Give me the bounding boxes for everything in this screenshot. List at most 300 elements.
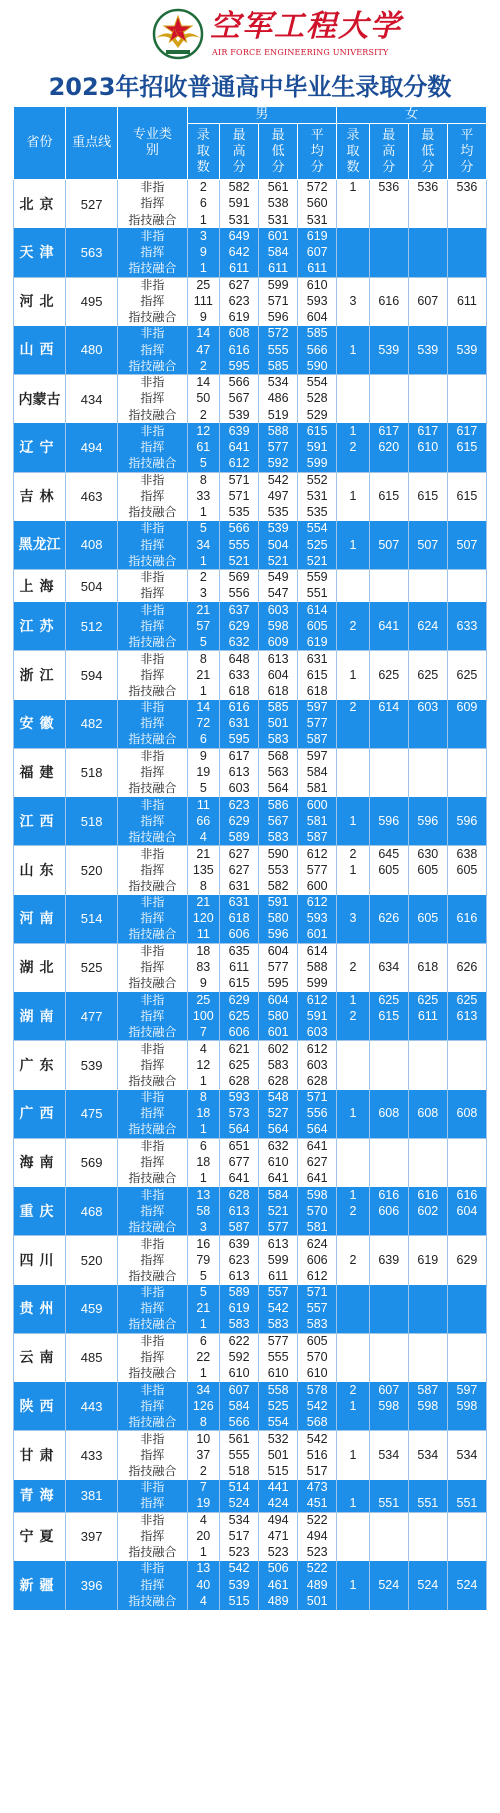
male-admitted-cell: 135 bbox=[187, 862, 220, 878]
table-row bbox=[14, 1333, 487, 1349]
female-admitted-cell bbox=[337, 1090, 370, 1106]
male-admitted-cell: 21 bbox=[187, 846, 220, 862]
female-admitted-cell bbox=[337, 1528, 370, 1544]
male-admitted-cell: 8 bbox=[187, 1090, 220, 1106]
male-admitted-cell: 1 bbox=[187, 553, 220, 569]
female-avg-cell bbox=[447, 1415, 486, 1431]
female-min-cell: 598 bbox=[408, 1398, 447, 1414]
male-min-cell: 547 bbox=[259, 586, 298, 602]
female-max-cell bbox=[369, 375, 408, 391]
male-max-cell: 639 bbox=[220, 423, 259, 439]
male-admitted-cell: 1 bbox=[187, 1366, 220, 1382]
female-max-cell: 536 bbox=[369, 180, 408, 196]
female-max-cell bbox=[369, 1122, 408, 1138]
male-min-cell: 534 bbox=[259, 375, 298, 391]
male-max-cell: 592 bbox=[220, 1350, 259, 1366]
province-name: 陕西 bbox=[14, 1382, 66, 1431]
province-name: 青海 bbox=[14, 1480, 66, 1513]
female-min-cell bbox=[408, 683, 447, 699]
male-admitted-cell: 9 bbox=[187, 310, 220, 326]
major-type: 非指 bbox=[118, 326, 187, 342]
female-min-cell bbox=[408, 472, 447, 488]
province-name: 四川 bbox=[14, 1236, 66, 1285]
major-type: 指挥 bbox=[118, 245, 187, 261]
female-admitted-cell: 1 bbox=[337, 537, 370, 553]
province-group bbox=[14, 180, 487, 229]
male-max-cell: 611 bbox=[220, 960, 259, 976]
province-name: 浙江 bbox=[14, 651, 66, 700]
major-type: 指挥 bbox=[118, 1008, 187, 1024]
male-min-cell: 531 bbox=[259, 212, 298, 228]
male-min-cell: 628 bbox=[259, 1073, 298, 1089]
male-max-cell: 612 bbox=[220, 456, 259, 472]
male-min-cell: 586 bbox=[259, 797, 298, 813]
female-min-cell: 524 bbox=[408, 1577, 447, 1593]
male-min-cell: 521 bbox=[259, 553, 298, 569]
female-min-cell bbox=[408, 277, 447, 293]
female-min-cell bbox=[408, 1122, 447, 1138]
male-admitted-cell: 5 bbox=[187, 1268, 220, 1284]
province-group bbox=[14, 992, 487, 1041]
male-admitted-cell: 4 bbox=[187, 1593, 220, 1609]
male-avg-cell: 628 bbox=[298, 1073, 337, 1089]
province-group bbox=[14, 651, 487, 700]
male-max-cell: 616 bbox=[220, 342, 259, 358]
major-type: 指技融合 bbox=[118, 1415, 187, 1431]
male-admitted-cell: 14 bbox=[187, 326, 220, 342]
male-avg-cell: 554 bbox=[298, 521, 337, 537]
female-min-cell: 605 bbox=[408, 911, 447, 927]
major-type: 非指 bbox=[118, 1090, 187, 1106]
male-min-cell: 580 bbox=[259, 911, 298, 927]
major-type: 指挥 bbox=[118, 1301, 187, 1317]
header-male: 男 bbox=[187, 107, 337, 124]
province-group bbox=[14, 423, 487, 472]
female-max-cell: 634 bbox=[369, 960, 408, 976]
female-avg-cell: 539 bbox=[447, 342, 486, 358]
male-admitted-cell: 19 bbox=[187, 765, 220, 781]
major-type: 非指 bbox=[118, 846, 187, 862]
female-admitted-cell bbox=[337, 326, 370, 342]
female-avg-cell bbox=[447, 1545, 486, 1561]
female-admitted-cell bbox=[337, 1220, 370, 1236]
major-type: 指技融合 bbox=[118, 1025, 187, 1041]
male-admitted-cell: 9 bbox=[187, 976, 220, 992]
female-max-cell bbox=[369, 1301, 408, 1317]
major-type: 指技融合 bbox=[118, 1073, 187, 1089]
female-max-cell: 608 bbox=[369, 1106, 408, 1122]
male-max-cell: 539 bbox=[220, 407, 259, 423]
male-avg-cell: 551 bbox=[298, 586, 337, 602]
female-avg-cell bbox=[447, 586, 486, 602]
male-min-cell: 599 bbox=[259, 277, 298, 293]
female-min-cell: 619 bbox=[408, 1252, 447, 1268]
male-min-cell: 558 bbox=[259, 1382, 298, 1398]
female-avg-cell bbox=[447, 1561, 486, 1577]
male-max-cell: 618 bbox=[220, 911, 259, 927]
male-admitted-cell: 2 bbox=[187, 358, 220, 374]
male-max-cell: 531 bbox=[220, 212, 259, 228]
key-line-score: 518 bbox=[66, 797, 118, 846]
female-avg-cell bbox=[447, 1236, 486, 1252]
male-avg-cell: 542 bbox=[298, 1431, 337, 1447]
male-avg-cell: 559 bbox=[298, 570, 337, 586]
female-min-cell bbox=[408, 553, 447, 569]
key-line-score: 397 bbox=[66, 1512, 118, 1561]
male-min-cell: 613 bbox=[259, 651, 298, 667]
male-avg-cell: 516 bbox=[298, 1447, 337, 1463]
female-admitted-cell bbox=[337, 895, 370, 911]
male-admitted-cell: 6 bbox=[187, 196, 220, 212]
key-line-score: 520 bbox=[66, 846, 118, 895]
male-max-cell: 517 bbox=[220, 1528, 259, 1544]
major-type: 指挥 bbox=[118, 1577, 187, 1593]
male-avg-cell: 606 bbox=[298, 1252, 337, 1268]
female-admitted-cell bbox=[337, 277, 370, 293]
male-avg-cell: 612 bbox=[298, 895, 337, 911]
female-admitted-cell bbox=[337, 456, 370, 472]
female-admitted-cell bbox=[337, 878, 370, 894]
major-type: 指技融合 bbox=[118, 1220, 187, 1236]
table-row bbox=[14, 748, 487, 764]
female-max-cell bbox=[369, 976, 408, 992]
female-min-cell bbox=[408, 1090, 447, 1106]
table-row bbox=[14, 1431, 487, 1447]
female-avg-cell: 625 bbox=[447, 667, 486, 683]
male-min-cell: 609 bbox=[259, 635, 298, 651]
female-max-cell bbox=[369, 1057, 408, 1073]
male-max-cell: 542 bbox=[220, 1561, 259, 1577]
male-avg-cell: 451 bbox=[298, 1496, 337, 1512]
male-admitted-cell: 47 bbox=[187, 342, 220, 358]
female-max-cell bbox=[369, 1431, 408, 1447]
female-max-cell: 625 bbox=[369, 992, 408, 1008]
male-avg-cell: 552 bbox=[298, 472, 337, 488]
female-admitted-cell bbox=[337, 716, 370, 732]
male-admitted-cell: 79 bbox=[187, 1252, 220, 1268]
major-type: 指挥 bbox=[118, 765, 187, 781]
female-admitted-cell: 1 bbox=[337, 180, 370, 196]
female-min-cell bbox=[408, 635, 447, 651]
male-avg-cell: 590 bbox=[298, 358, 337, 374]
major-type: 非指 bbox=[118, 602, 187, 618]
male-avg-cell: 601 bbox=[298, 927, 337, 943]
key-line-score: 434 bbox=[66, 375, 118, 424]
province-name: 广东 bbox=[14, 1041, 66, 1090]
male-avg-cell: 531 bbox=[298, 488, 337, 504]
province-name: 新疆 bbox=[14, 1561, 66, 1610]
major-type: 非指 bbox=[118, 1138, 187, 1154]
male-admitted-cell: 13 bbox=[187, 1187, 220, 1203]
male-avg-cell: 571 bbox=[298, 1090, 337, 1106]
female-max-cell: 539 bbox=[369, 342, 408, 358]
female-max-cell bbox=[369, 1236, 408, 1252]
table-row bbox=[14, 797, 487, 813]
key-line-score: 494 bbox=[66, 423, 118, 472]
male-avg-cell: 591 bbox=[298, 440, 337, 456]
male-min-cell: 584 bbox=[259, 1187, 298, 1203]
major-type: 指技融合 bbox=[118, 1171, 187, 1187]
female-admitted-cell bbox=[337, 407, 370, 423]
female-max-cell bbox=[369, 781, 408, 797]
key-line-score: 468 bbox=[66, 1187, 118, 1236]
female-max-cell bbox=[369, 797, 408, 813]
key-line-score: 525 bbox=[66, 943, 118, 992]
female-avg-cell bbox=[447, 1268, 486, 1284]
table-header bbox=[14, 107, 487, 180]
female-max-cell: 598 bbox=[369, 1398, 408, 1414]
female-admitted-cell: 1 bbox=[337, 488, 370, 504]
female-min-cell: 615 bbox=[408, 488, 447, 504]
male-avg-cell: 568 bbox=[298, 1415, 337, 1431]
male-avg-cell: 600 bbox=[298, 878, 337, 894]
male-max-cell: 561 bbox=[220, 1431, 259, 1447]
male-avg-cell: 531 bbox=[298, 212, 337, 228]
female-avg-cell bbox=[447, 1057, 486, 1073]
female-max-cell: 507 bbox=[369, 537, 408, 553]
female-admitted-cell bbox=[337, 651, 370, 667]
female-admitted-cell bbox=[337, 553, 370, 569]
key-line-score: 381 bbox=[66, 1480, 118, 1513]
male-avg-cell: 619 bbox=[298, 228, 337, 244]
major-type: 指挥 bbox=[118, 586, 187, 602]
male-max-cell: 595 bbox=[220, 358, 259, 374]
female-avg-cell bbox=[447, 1301, 486, 1317]
female-admitted-cell bbox=[337, 927, 370, 943]
female-avg-cell bbox=[447, 1528, 486, 1544]
female-admitted-cell bbox=[337, 391, 370, 407]
female-avg-cell bbox=[447, 245, 486, 261]
male-avg-cell: 570 bbox=[298, 1350, 337, 1366]
female-max-cell bbox=[369, 830, 408, 846]
male-admitted-cell: 6 bbox=[187, 1333, 220, 1349]
major-type: 指挥 bbox=[118, 1447, 187, 1463]
male-max-cell: 621 bbox=[220, 1041, 259, 1057]
male-avg-cell: 603 bbox=[298, 1025, 337, 1041]
female-min-cell bbox=[408, 505, 447, 521]
major-type: 指技融合 bbox=[118, 635, 187, 651]
female-max-cell bbox=[369, 391, 408, 407]
female-min-cell bbox=[408, 830, 447, 846]
key-line-score: 482 bbox=[66, 700, 118, 749]
male-min-cell: 598 bbox=[259, 618, 298, 634]
male-avg-cell: 614 bbox=[298, 943, 337, 959]
male-min-cell: 601 bbox=[259, 1025, 298, 1041]
table-row bbox=[14, 1138, 487, 1154]
female-avg-cell: 608 bbox=[447, 1106, 486, 1122]
male-admitted-cell: 1 bbox=[187, 1545, 220, 1561]
table-row bbox=[14, 1285, 487, 1301]
female-min-cell: 625 bbox=[408, 667, 447, 683]
admission-score-table bbox=[13, 106, 487, 1610]
key-line-score: 408 bbox=[66, 521, 118, 570]
female-avg-cell bbox=[447, 1138, 486, 1154]
province-name: 福建 bbox=[14, 748, 66, 797]
female-admitted-cell bbox=[337, 683, 370, 699]
province-name: 山东 bbox=[14, 846, 66, 895]
major-type: 指技融合 bbox=[118, 456, 187, 472]
key-line-score: 480 bbox=[66, 326, 118, 375]
male-min-cell: 601 bbox=[259, 228, 298, 244]
male-min-cell: 548 bbox=[259, 1090, 298, 1106]
key-line-score: 433 bbox=[66, 1431, 118, 1480]
major-type: 指技融合 bbox=[118, 407, 187, 423]
female-avg-cell bbox=[447, 310, 486, 326]
male-admitted-cell: 18 bbox=[187, 1155, 220, 1171]
male-max-cell: 627 bbox=[220, 277, 259, 293]
male-max-cell: 629 bbox=[220, 618, 259, 634]
female-admitted-cell bbox=[337, 212, 370, 228]
female-avg-cell bbox=[447, 570, 486, 586]
female-min-cell bbox=[408, 570, 447, 586]
major-type: 非指 bbox=[118, 748, 187, 764]
male-avg-cell: 585 bbox=[298, 326, 337, 342]
male-max-cell: 571 bbox=[220, 472, 259, 488]
female-max-cell bbox=[369, 1268, 408, 1284]
major-type: 指挥 bbox=[118, 488, 187, 504]
male-admitted-cell: 22 bbox=[187, 1350, 220, 1366]
male-max-cell: 555 bbox=[220, 537, 259, 553]
male-admitted-cell: 10 bbox=[187, 1431, 220, 1447]
female-max-cell bbox=[369, 1415, 408, 1431]
male-max-cell: 534 bbox=[220, 1512, 259, 1528]
male-min-cell: 527 bbox=[259, 1106, 298, 1122]
male-admitted-cell: 8 bbox=[187, 651, 220, 667]
province-name: 天津 bbox=[14, 228, 66, 277]
male-max-cell: 613 bbox=[220, 1203, 259, 1219]
male-admitted-cell: 21 bbox=[187, 602, 220, 618]
male-max-cell: 619 bbox=[220, 1301, 259, 1317]
female-min-cell bbox=[408, 1593, 447, 1609]
female-admitted-cell bbox=[337, 1431, 370, 1447]
major-type: 指技融合 bbox=[118, 1268, 187, 1284]
female-max-cell bbox=[369, 1285, 408, 1301]
male-max-cell: 613 bbox=[220, 1268, 259, 1284]
male-min-cell: 504 bbox=[259, 537, 298, 553]
female-max-cell bbox=[369, 358, 408, 374]
male-max-cell: 566 bbox=[220, 521, 259, 537]
male-admitted-cell: 58 bbox=[187, 1203, 220, 1219]
female-admitted-cell bbox=[337, 1333, 370, 1349]
male-min-cell: 592 bbox=[259, 456, 298, 472]
female-avg-cell bbox=[447, 1463, 486, 1479]
major-type: 非指 bbox=[118, 700, 187, 716]
male-admitted-cell: 8 bbox=[187, 472, 220, 488]
female-avg-cell bbox=[447, 1431, 486, 1447]
female-admitted-cell bbox=[337, 1041, 370, 1057]
province-name: 江苏 bbox=[14, 602, 66, 651]
female-admitted-cell bbox=[337, 1317, 370, 1333]
major-type: 指技融合 bbox=[118, 1593, 187, 1609]
key-line-score: 514 bbox=[66, 895, 118, 944]
male-avg-cell: 584 bbox=[298, 765, 337, 781]
major-type: 非指 bbox=[118, 521, 187, 537]
female-max-cell: 616 bbox=[369, 1187, 408, 1203]
key-line-score: 512 bbox=[66, 602, 118, 651]
female-min-cell: 610 bbox=[408, 440, 447, 456]
female-avg-cell: 616 bbox=[447, 1187, 486, 1203]
major-type: 指挥 bbox=[118, 537, 187, 553]
male-admitted-cell: 1 bbox=[187, 1122, 220, 1138]
key-line-score: 475 bbox=[66, 1090, 118, 1139]
male-avg-cell: 605 bbox=[298, 618, 337, 634]
male-avg-cell: 611 bbox=[298, 261, 337, 277]
major-type: 指技融合 bbox=[118, 976, 187, 992]
female-max-cell bbox=[369, 1350, 408, 1366]
major-type: 指挥 bbox=[118, 1106, 187, 1122]
male-avg-cell: 572 bbox=[298, 180, 337, 196]
male-min-cell: 489 bbox=[259, 1593, 298, 1609]
female-admitted-cell bbox=[337, 1057, 370, 1073]
male-admitted-cell: 11 bbox=[187, 797, 220, 813]
table-row bbox=[14, 1480, 487, 1496]
female-admitted-cell: 2 bbox=[337, 1252, 370, 1268]
male-avg-cell: 599 bbox=[298, 976, 337, 992]
male-max-cell: 623 bbox=[220, 1252, 259, 1268]
major-type: 指挥 bbox=[118, 1203, 187, 1219]
female-avg-cell: 625 bbox=[447, 992, 486, 1008]
province-name: 黑龙江 bbox=[14, 521, 66, 570]
male-min-cell: 494 bbox=[259, 1512, 298, 1528]
male-min-cell: 501 bbox=[259, 716, 298, 732]
female-min-cell: 539 bbox=[408, 342, 447, 358]
female-min-cell bbox=[408, 748, 447, 764]
female-avg-cell bbox=[447, 1333, 486, 1349]
female-avg-cell bbox=[447, 326, 486, 342]
male-min-cell: 563 bbox=[259, 765, 298, 781]
key-line-score: 569 bbox=[66, 1138, 118, 1187]
female-min-cell bbox=[408, 1138, 447, 1154]
table-row bbox=[14, 846, 487, 862]
female-min-cell bbox=[408, 310, 447, 326]
male-avg-cell: 583 bbox=[298, 1317, 337, 1333]
female-max-cell bbox=[369, 1220, 408, 1236]
female-avg-cell: 638 bbox=[447, 846, 486, 862]
female-max-cell bbox=[369, 196, 408, 212]
male-min-cell: 424 bbox=[259, 1496, 298, 1512]
female-admitted-cell: 1 bbox=[337, 423, 370, 439]
female-min-cell bbox=[408, 456, 447, 472]
female-admitted-cell: 1 bbox=[337, 1447, 370, 1463]
province-name: 贵州 bbox=[14, 1285, 66, 1334]
male-avg-cell: 631 bbox=[298, 651, 337, 667]
female-min-cell bbox=[408, 1528, 447, 1544]
female-avg-cell bbox=[447, 277, 486, 293]
female-max-cell: 607 bbox=[369, 1382, 408, 1398]
female-admitted-cell bbox=[337, 310, 370, 326]
female-avg-cell: 609 bbox=[447, 700, 486, 716]
male-admitted-cell: 66 bbox=[187, 813, 220, 829]
female-min-cell bbox=[408, 895, 447, 911]
female-avg-cell bbox=[447, 732, 486, 748]
male-min-cell: 555 bbox=[259, 342, 298, 358]
male-avg-cell: 618 bbox=[298, 683, 337, 699]
female-avg-cell bbox=[447, 1512, 486, 1528]
province-group bbox=[14, 1285, 487, 1334]
male-admitted-cell: 9 bbox=[187, 748, 220, 764]
female-admitted-cell bbox=[337, 358, 370, 374]
male-avg-cell: 587 bbox=[298, 732, 337, 748]
major-type: 指挥 bbox=[118, 813, 187, 829]
female-avg-cell: 524 bbox=[447, 1577, 486, 1593]
female-avg-cell bbox=[447, 196, 486, 212]
male-min-cell: 610 bbox=[259, 1366, 298, 1382]
male-max-cell: 566 bbox=[220, 375, 259, 391]
male-avg-cell: 605 bbox=[298, 1333, 337, 1349]
female-max-cell: 596 bbox=[369, 813, 408, 829]
male-min-cell: 564 bbox=[259, 1122, 298, 1138]
male-max-cell: 524 bbox=[220, 1496, 259, 1512]
